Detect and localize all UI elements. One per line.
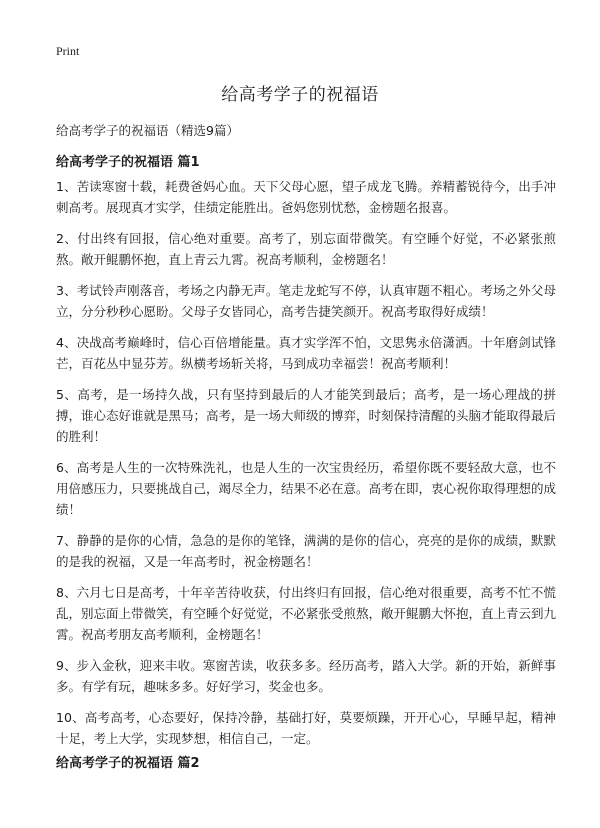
section-heading-2: 给高考学子的祝福语 篇2 bbox=[56, 756, 200, 771]
list-item: 7、静静的是你的心情，急急的是你的笔锋，满满的是你的信心，亮亮的是你的成绩，默默的是我的祝福，又是一年高考时，祝金榜题名！ bbox=[56, 533, 556, 569]
list-item: 4、决战高考巅峰时，信心百倍增能量。真才实学浑不怕，文思隽永倍潇洒。十年磨剑试锋芒，百花丛中显芬芳。纵横考场斩关将，马到成功幸福尝！祝高考顺利！ bbox=[56, 335, 556, 371]
page-subtitle: 给高考学子的祝福语（精选9篇） bbox=[56, 123, 239, 138]
list-item: 9、步入金秋，迎来丰收。寒窗苦读，收获多多。经历高考，踏入大学。新的开始，新鲜事多。有学有玩，趣味多多。好好学习，奖金也多。 bbox=[56, 658, 556, 694]
print-link[interactable]: Print bbox=[56, 44, 80, 58]
list-item: 8、六月七日是高考，十年辛苦待收获，付出终归有回报，信心绝对很重要，高考不忙不慌乱，别忘面上带微笑，有空睡个好觉觉，不必紧张受煎熬，敞开鲲鹏大怀抱，直上青云到九霄。祝高考朋友高考顺利，金榜题名！ bbox=[56, 585, 557, 642]
list-item: 5、高考，是一场持久战，只有坚持到最后的人才能笑到最后；高考，是一场心理战的拼搏，谁心态好谁就是黑马；高考，是一场大师级的博弈，时刻保持清醒的头脑才能取得最后的胜利！ bbox=[56, 387, 557, 444]
list-item: 6、高考是人生的一次特殊洗礼，也是人生的一次宝贵经历，希望你既不要轻敌大意，也不用倍感压力，只要挑战自己，竭尽全力，结果不必在意。高考在即，衷心祝你取得理想的成绩！ bbox=[56, 460, 557, 517]
list-item: 1、苦读寒窗十载，耗费爸妈心血。天下父母心愿，望子成龙飞腾。养精蓄锐待今，出手冲刺高考。展现真才实学，佳绩定能胜出。爸妈您别忧愁，金榜题名报喜。 bbox=[56, 179, 556, 215]
page-title: 给高考学子的祝福语 bbox=[221, 85, 379, 105]
list-item: 10、高考高考，心态要好，保持冷静，基础打好，莫要烦躁，开开心心，早睡早起，精神十足，考上大学，实现梦想，相信自己，一定。 bbox=[56, 710, 556, 746]
section-heading-1: 给高考学子的祝福语 篇1 bbox=[56, 155, 200, 170]
blessing-list bbox=[56, 176, 556, 759]
list-item: 2、付出终有回报，信心绝对重要。高考了，别忘面带微笑。有空睡个好觉，不必紧张煎熬。敞开鲲鹏怀抱，直上青云九霄。祝高考顺利，金榜题名！ bbox=[56, 231, 556, 267]
list-item: 3、考试铃声刚落音，考场之内静无声。笔走龙蛇写不停，认真审题不粗心。考场之外父母立，分分秒秒心愿盼。父母子女皆同心，高考告捷笑颜开。祝高考取得好成绩！ bbox=[56, 283, 556, 319]
